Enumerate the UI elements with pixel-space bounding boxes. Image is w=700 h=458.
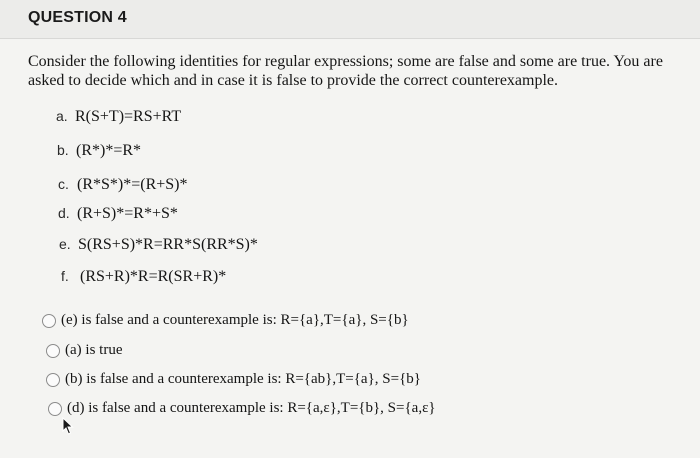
question-prompt: Consider the following identities for regular expressions; some are false and some are true. You are asked to decide which and in case it is false to provide the correct counterexample. xyxy=(28,53,663,89)
identity-expression: (R+S)*=R*+S* xyxy=(77,205,178,222)
question-header xyxy=(0,0,700,39)
identity-letter: b. xyxy=(57,142,69,158)
identity-letter: f. xyxy=(61,268,69,284)
question-title: QUESTION 4 xyxy=(28,9,127,26)
identity-item-f xyxy=(61,268,226,286)
identity-letter: c. xyxy=(58,176,69,192)
radio-button[interactable] xyxy=(46,344,60,358)
identity-item-a xyxy=(56,108,181,126)
answer-option-a[interactable] xyxy=(46,342,122,359)
answer-option-label: (d) is false and a counterexample is: R={a,ε},T={b}, S={a,ε} xyxy=(67,400,436,416)
identity-letter: d. xyxy=(58,205,70,221)
answer-option-b[interactable] xyxy=(46,371,421,388)
mouse-pointer-icon xyxy=(62,417,74,435)
identity-expression: (R*)*=R* xyxy=(76,142,142,159)
answer-option-label: (a) is true xyxy=(65,342,123,358)
answer-option-e[interactable] xyxy=(42,312,409,329)
answer-option-d[interactable] xyxy=(48,400,436,417)
identity-item-d xyxy=(58,205,178,223)
radio-button[interactable] xyxy=(48,402,62,416)
identity-item-c xyxy=(58,176,188,194)
identity-expression: S(RS+S)*R=RR*S(RR*S)* xyxy=(78,236,258,253)
answer-option-label: (e) is false and a counterexample is: R={a},T={a}, S={b} xyxy=(61,312,409,328)
radio-button[interactable] xyxy=(42,314,56,328)
radio-button[interactable] xyxy=(46,373,60,387)
identity-letter: a. xyxy=(56,108,68,124)
identity-item-b xyxy=(57,142,141,160)
identity-expression: (RS+R)*R=R(SR+R)* xyxy=(80,268,227,285)
identity-item-e xyxy=(59,236,258,254)
identity-expression: R(S+T)=RS+RT xyxy=(75,108,182,125)
answer-option-label: (b) is false and a counterexample is: R={ab},T={a}, S={b} xyxy=(65,371,421,387)
identity-expression: (R*S*)*=(R+S)* xyxy=(77,176,188,193)
identity-letter: e. xyxy=(59,236,71,252)
